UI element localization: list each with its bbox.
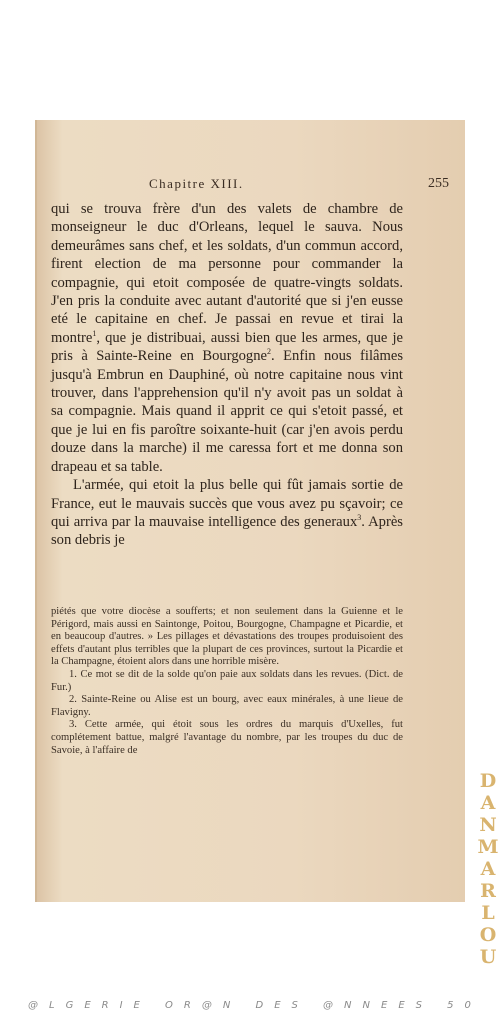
footer-watermark: @LGERIE OR@N DES @NNEES 50: [28, 1000, 482, 1011]
side-watermark: DANMARLOU: [477, 770, 499, 968]
text-run: , que je distribuai, aussi bien que les armes, que je pris à Sainte-Reine en Bourgogne: [51, 329, 403, 365]
footnote-3: 3. Cette armée, qui étoit sous les ordres du marquis d'Uxelles, fut complétement battue, malgré l'avantage du nombre, par les troupes du duc de Savoie, à l'affaire de: [51, 719, 403, 756]
footnote-ref: 3: [357, 513, 362, 523]
page-number: 255: [428, 176, 449, 191]
running-header: [149, 176, 449, 198]
text-run: L'armée, qui etoit la plus belle qui fût jamais sortie de France, eut le mauvais succès que vous avez pu sçavoir; ce qui arriva par la mauvaise intelligence des generaux: [51, 477, 403, 530]
book-page: [35, 120, 465, 902]
paragraph: [51, 476, 403, 550]
text-run: . Après son debris je: [51, 513, 403, 549]
footnote-1: 1. Ce mot se dit de la solde qu'on paie aux soldats dans les revues. (Dict. de Fur.): [51, 668, 403, 693]
footnote-2: 2. Sainte-Reine ou Alise est un bourg, avec eaux minérales, à une lieue de Flavigny.: [51, 694, 403, 718]
text-run: qui se trouva frère d'un des valets de chambre de monseigneur le duc d'Orleans, lequel le sauva. Nous demeurâmes sans chef, et les soldats, d'un commun accord, firent election de ma personne pour commander la compagnie, qui etoit composée de quatre-vingts soldats. J'en pris la conduite avec autant d'autorité que si j'en eusse eté le capitaine en chef. Je passai en revue et tirai la montre: [51, 201, 403, 346]
footnote-continuation: piétés que votre diocèse a soufferts; et non seulement dans la Guienne et le Périgord, mais aussi en Saintonge, Poitou, Bourgogne, Champagne et Picardie, et en beaucoup d'autres. » Les pillages et dévastations des troupes produisoient des effets d'autant plus terribles que la plupart de ces provinces, surtout la Picardie et la Champagne, étoient alors dans une horrible misère.: [51, 606, 403, 668]
paragraph: [51, 200, 403, 476]
text-run: . Enfin nous filâmes jusqu'à Embrun en Dauphiné, où notre capitaine nous vint trouver, dans l'apprehension qu'il n'y avoit pas un soldat à sa compagnie. Mais quand il apprit ce qui s'etoit passé, et que je lui en fis paroître soixante-huit (car j'en avois perdu douze dans la marche) il me caressa fort et me donna son drapeau et sa table.: [51, 348, 404, 475]
footnote-ref: 2: [267, 347, 271, 357]
chapter-title: Chapitre XIII.: [149, 176, 244, 191]
main-text: [51, 200, 403, 550]
footnote-ref: 1: [92, 328, 97, 338]
footnotes: [51, 606, 403, 757]
